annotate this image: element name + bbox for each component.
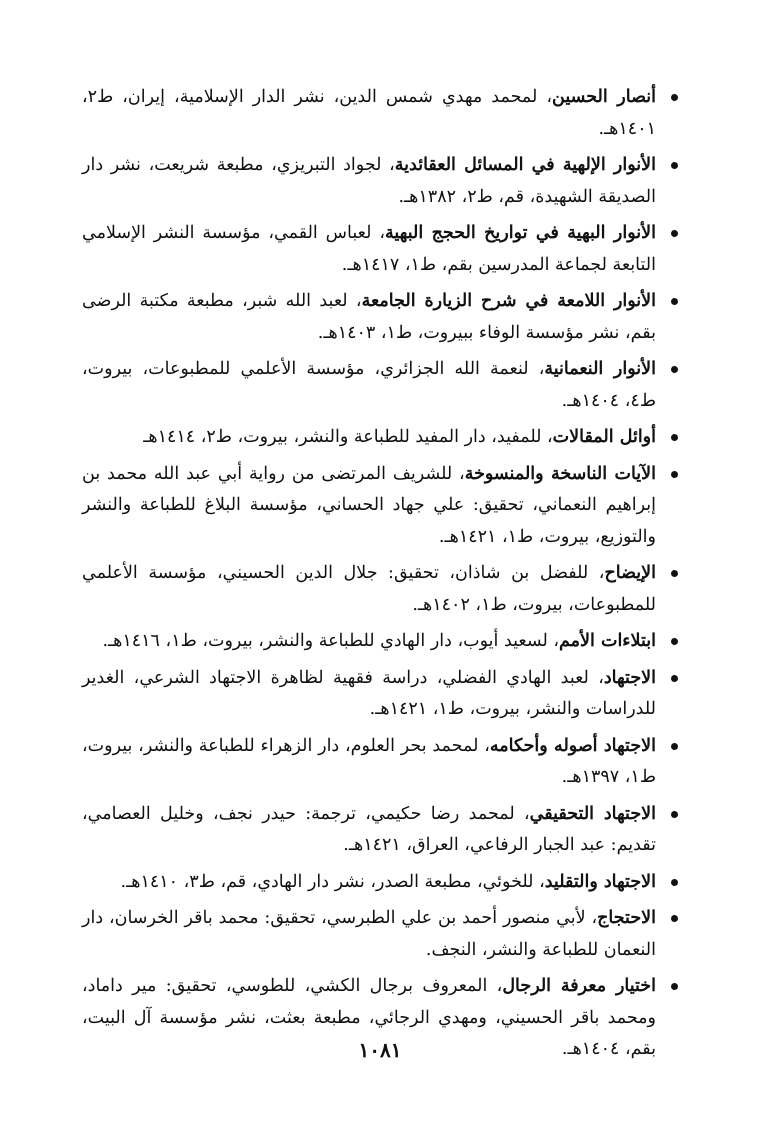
bullet-icon bbox=[671, 471, 678, 478]
bullet-icon bbox=[671, 983, 678, 990]
bullet-icon bbox=[671, 230, 678, 237]
entry-details: ، للمفيد، دار المفيد للطباعة والنشر، بيروت، ط٢، ١٤١٤هـ bbox=[143, 427, 553, 447]
bullet-icon bbox=[671, 298, 678, 305]
entry-title: الاجتهاد bbox=[603, 667, 656, 688]
bibliography-entry bbox=[82, 218, 678, 281]
entry-details: ، لنعمة الله الجزائري، مؤسسة الأعلمي للمطبوعات، بيروت، ط٤، ١٤٠٤هـ. bbox=[82, 359, 656, 411]
entry-details: ، للفضل بن شاذان، تحقيق: جلال الدين الحسيني، مؤسسة الأعلمي للمطبوعات، بيروت، ط١، ١٤٠٢هـ. bbox=[82, 563, 656, 615]
bibliography-entry bbox=[82, 150, 678, 213]
entry-details: ، لمحمد بحر العلوم، دار الزهراء للطباعة والنشر، بيروت، ط١، ١٣٩٧هـ. bbox=[82, 735, 656, 787]
entry-details: ، لجواد التبريزي، مطبعة شريعت، نشر دار الصديقة الشهيدة، قم، ط٢، ١٣٨٢هـ. bbox=[82, 155, 656, 207]
entry-title: ابتلاءات الأمم bbox=[559, 631, 656, 651]
entry-details: ، لعبد الهادي الفضلي، دراسة فقهية لظاهرة الاجتهاد الشرعي، الغدير للدراسات والنشر، بيروت، ط١، ١٤٢١هـ. bbox=[82, 667, 656, 719]
entry-details: ، لمحمد رضا حكيمي، ترجمة: حيدر نجف، وخليل العصامي، تقديم: عبد الجبار الرفاعي، العراق، ١٤٢١هـ. bbox=[82, 803, 656, 855]
entry-title: الإيضاح bbox=[604, 563, 656, 583]
page-number: ١٠٨١ bbox=[358, 1038, 402, 1062]
bullet-icon bbox=[671, 162, 678, 169]
entry-title: الأنوار الإلهية في المسائل العقائدية bbox=[394, 155, 656, 175]
entry-title: الأنوار النعمانية bbox=[544, 359, 656, 379]
entry-details: ، لعباس القمي، مؤسسة النشر الإسلامي التابعة لجماعة المدرسين بقم، ط١، ١٤١٧هـ. bbox=[82, 223, 656, 275]
bullet-icon bbox=[671, 366, 678, 373]
bullet-icon bbox=[671, 94, 678, 101]
bullet-icon bbox=[671, 879, 678, 886]
bibliography-entry bbox=[82, 286, 678, 349]
entry-details: ، لعبد الله شبر، مطبعة مكتبة الرضى بقم، نشر مؤسسة الوفاء ببيروت، ط١، ١٤٠٣هـ. bbox=[82, 291, 656, 343]
entry-details: ، لمحمد مهدي شمس الدين، نشر الدار الإسلامية، إيران، ط٢، ١٤٠١هـ. bbox=[82, 87, 656, 139]
entry-details: ، للخوئي، مطبعة الصدر، نشر دار الهادي، قم، ط٣، ١٤١٠هـ. bbox=[120, 871, 545, 892]
bibliography-entry bbox=[82, 82, 678, 145]
bullet-icon bbox=[671, 570, 678, 577]
bullet-icon bbox=[671, 915, 678, 922]
bibliography-entry bbox=[82, 459, 678, 554]
entry-title: أنصار الحسين bbox=[552, 87, 656, 107]
bullet-icon bbox=[671, 434, 678, 441]
entry-details: ، لسعيد أيوب، دار الهادي للطباعة والنشر، بيروت، ط١، ١٤١٦هـ. bbox=[102, 631, 560, 651]
entry-details: ، المعروف برجال الكشي، للطوسي، تحقيق: مير داماد، ومحمد باقر الحسيني، ومهدي الرجائي، مطبعة بعثت، نشر مؤسسة آل البيت، بقم، ١٤٠٤هـ. bbox=[82, 976, 656, 1059]
bibliography-entry bbox=[82, 558, 678, 621]
entry-title: اختيار معرفة الرجال bbox=[502, 976, 656, 996]
bullet-icon bbox=[671, 675, 678, 682]
entry-title: الاحتجاج bbox=[597, 908, 656, 928]
entry-details: ، للشريف المرتضى من رواية أبي عبد الله محمد بن إبراهيم النعماني، تحقيق: علي جهاد الحساني، مؤسسة البلاغ للطباعة والنشر والتوزيع، بيروت، ط١، ١٤٢١هـ. bbox=[82, 463, 656, 547]
bibliography-entry bbox=[82, 903, 678, 966]
entry-title: الاجتهاد أصوله وأحكامه bbox=[489, 735, 656, 756]
bibliography-entry bbox=[82, 422, 678, 454]
bibliography-entry bbox=[82, 663, 678, 726]
bibliography-entry bbox=[82, 354, 678, 417]
entry-title: الآيات الناسخة والمنسوخة bbox=[464, 463, 656, 484]
bullet-icon bbox=[671, 638, 678, 645]
entry-title: الاجتهاد التحقيقي bbox=[529, 803, 656, 824]
bibliography-entry bbox=[82, 799, 678, 862]
bullet-icon bbox=[671, 743, 678, 750]
bibliography-entry bbox=[82, 731, 678, 794]
entry-title: أوائل المقالات bbox=[552, 427, 656, 447]
entry-title: الاجتهاد والتقليد bbox=[544, 871, 656, 892]
bibliography-list bbox=[82, 82, 678, 1066]
entry-details: ، لأبي منصور أحمد بن علي الطبرسي، تحقيق: محمد باقر الخرسان، دار النعمان للطباعة والنشر، النجف. bbox=[82, 908, 656, 960]
bibliography-entry bbox=[82, 626, 678, 658]
bullet-icon bbox=[671, 811, 678, 818]
entry-title: الأنوار اللامعة في شرح الزيارة الجامعة bbox=[361, 291, 657, 311]
bibliography-entry bbox=[82, 867, 678, 899]
entry-title: الأنوار البهية في تواريخ الحجج البهية bbox=[384, 223, 656, 243]
